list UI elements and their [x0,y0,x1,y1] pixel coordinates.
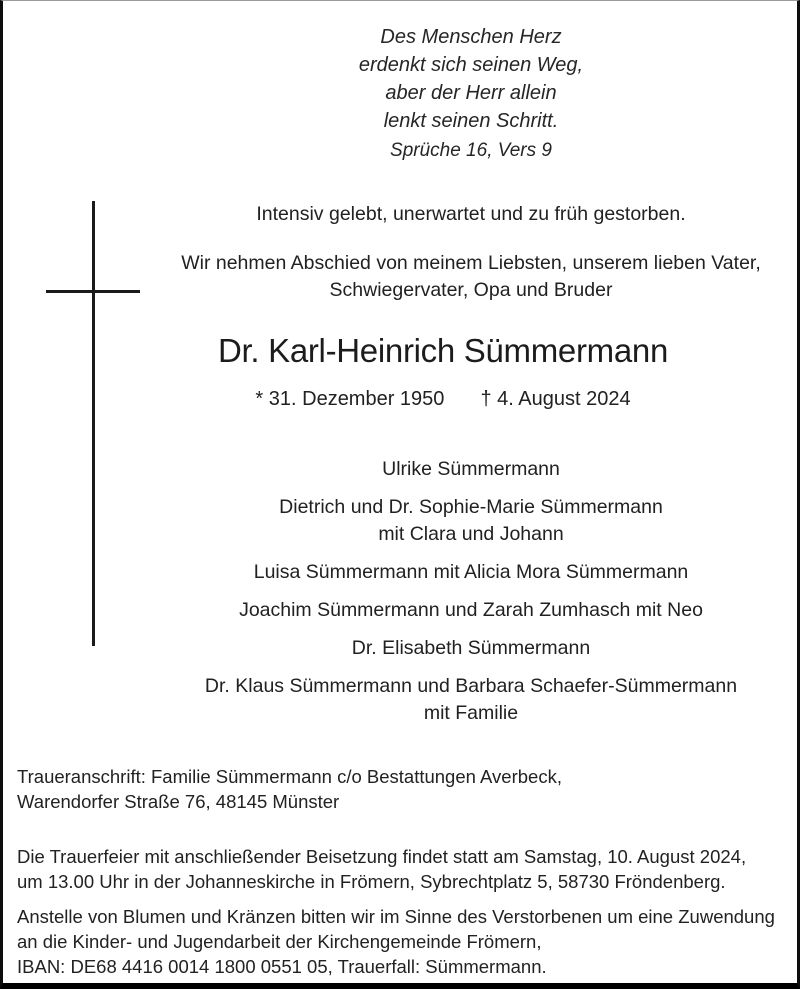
mourner-entry [153,635,789,662]
deceased-name: Dr. Karl-Heinrich Sümmermann [217,332,669,369]
donation-line: an die Kinder- und Jugendarbeit der Kirchengemeinde Frömern, [17,931,542,952]
service-line: Die Trauerfeier mit anschließender Beisetzung findet statt am Samstag, 10. August 2024, [17,846,747,867]
mourner-entry [153,456,789,483]
mourner-entry [153,494,789,548]
mourner-line: Dr. Klaus Sümmermann und Barbara Schaefer-Sümmermann [204,675,738,697]
donation-line: IBAN: DE68 4416 0014 1800 0551 05, Trauerfall: Sümmermann. [17,956,547,977]
birth-date: * 31. Dezember 1950 [255,388,445,410]
farewell-text [153,250,789,304]
quote-source: Sprüche 16, Vers 9 [390,140,552,161]
cross-vertical-bar [92,201,95,646]
mourner-entry [153,559,789,586]
life-dates [125,388,761,411]
intro-line: Intensiv gelebt, unerwartet und zu früh gestorben. [256,203,686,225]
mourner-line: Ulrike Sümmermann [382,458,560,480]
mourners-list [153,456,789,738]
donation-line: Anstelle von Blumen und Kränzen bitten wir im Sinne des Verstorbenen um eine Zuwendung [17,906,775,927]
death-date: † 4. August 2024 [480,388,631,410]
mourner-line: mit Clara und Johann [378,523,564,545]
mourner-line: Joachim Sümmermann und Zarah Zumhasch mit Neo [239,599,703,621]
quote-line: Des Menschen Herz [380,26,562,48]
address-line: Traueranschrift: Familie Sümmermann c/o Bestattungen Averbeck, [17,766,562,787]
mourning-address [17,764,793,814]
scripture-quote [153,23,789,165]
mourner-line: mit Familie [423,702,519,724]
mourner-entry [153,597,789,624]
quote-line: erdenkt sich seinen Weg, [358,54,584,76]
quote-line: lenkt seinen Schritt. [383,110,559,132]
mourner-line: Dr. Elisabeth Sümmermann [351,637,591,659]
address-line: Warendorfer Straße 76, 48145 Münster [17,791,340,812]
farewell-line: Schwiegervater, Opa und Bruder [329,279,613,301]
farewell-line: Wir nehmen Abschied von meinem Liebsten, unserem lieben Vater, [181,252,761,274]
mourner-entry [153,673,789,727]
mourner-line: Dietrich und Dr. Sophie-Marie Sümmermann [279,496,663,518]
mourner-line: Luisa Sümmermann mit Alicia Mora Sümmermann [253,561,689,583]
funeral-details [17,844,793,894]
quote-line: aber der Herr allein [385,82,557,104]
service-line: um 13.00 Uhr in der Johanneskirche in Frömern, Sybrechtplatz 5, 58730 Fröndenberg. [17,871,726,892]
cross-horizontal-bar [46,290,140,293]
donation-info [17,904,793,979]
